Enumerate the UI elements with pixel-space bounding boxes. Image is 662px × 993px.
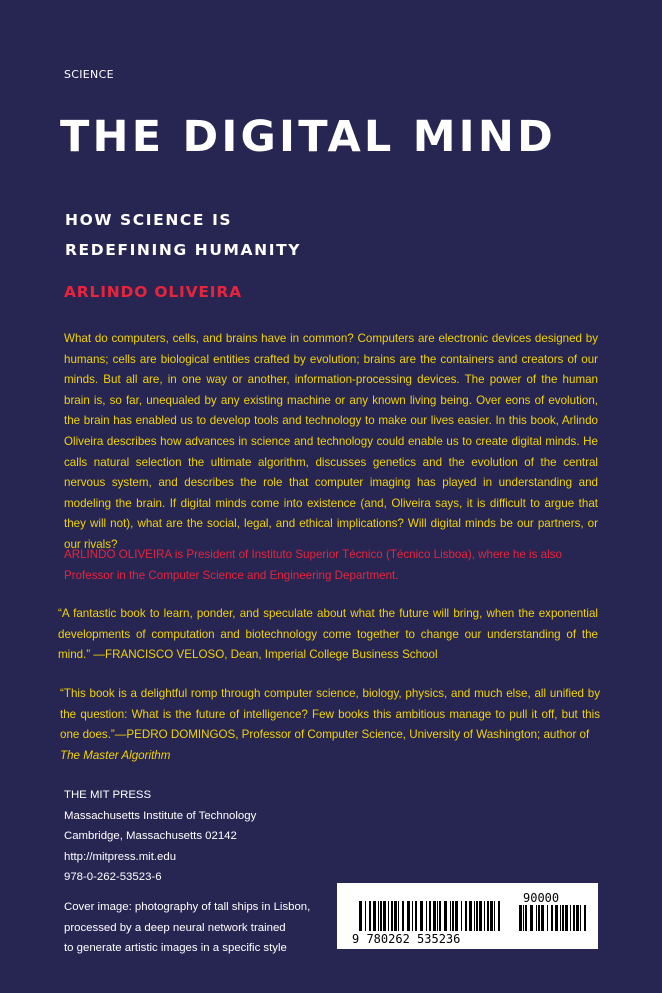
barcode-bar (383, 901, 386, 931)
barcode-bar (407, 901, 410, 931)
barcode-bar (560, 905, 561, 931)
barcode-bar (576, 905, 579, 931)
cover-image-credit (64, 897, 310, 959)
endorsement-quote-2-text: “This book is a delightful romp through computer science, biology, physics, and much else, all unified by the question: What is the future of intelligence? Few books this ambitious manage to pull it off, but this one does.”—PEDRO DOMINGOS, Professor of Computer Science, University of Washington; author of (60, 687, 600, 742)
isbn-barcode (337, 883, 598, 949)
barcode-main-bars (359, 901, 500, 931)
barcode-bar (538, 905, 540, 931)
subtitle-line-1: HOW SCIENCE IS (65, 211, 233, 229)
endorsement-book-title: The Master Algorithm (60, 748, 171, 762)
barcode-bar (551, 905, 553, 931)
barcode-bar (580, 905, 581, 931)
barcode-bar (570, 905, 571, 931)
barcode-bar (487, 901, 489, 931)
barcode-graphic (337, 883, 598, 949)
barcode-bar (525, 905, 527, 931)
author-name: ARLINDO OLIVEIRA (64, 283, 242, 301)
book-description: What do computers, cells, and brains have in common? Computers are electronic devices designed by humans; cells are biological entities crafted by evolution; brains are the containers and creators of our minds. But all are, in one way or another, information-processing devices. The power of the human brain is, so far, unequaled by any existing machine or any known living being. Over eons of evolution, the brain has enabled us to develop tools and technology to make our lives easier. In this book, Arlindo Oliveira describes how advances in science and technology could enable us to create digital minds. He calls natural selection the ultimate algorithm, discusses genetics and the evolution of the central nervous system, and describes the role that computer imaging has played in understanding and modeling the brain. If digital minds come into existence (and, Oliveira says, it is difficult to argue that they will not), what are the social, legal, and ethical implications? Will digital minds be our partners, or our rivals? (64, 332, 598, 551)
book-title: THE DIGITAL MIND (60, 112, 556, 162)
barcode-bar (369, 901, 371, 931)
barcode-digits: 9 780262 535236 (352, 932, 461, 946)
barcode-bar (380, 901, 382, 931)
isbn: 978-0-262-53523-6 (64, 871, 162, 883)
barcode-addon-digits: 90000 (523, 891, 560, 905)
barcode-bar (365, 901, 366, 931)
barcode-bar (415, 901, 417, 931)
barcode-bar (359, 901, 362, 931)
barcode-bar (573, 905, 575, 931)
barcode-bar (452, 901, 454, 931)
barcode-bar (584, 905, 586, 931)
publisher-block (64, 785, 256, 888)
barcode-bar (398, 901, 399, 931)
barcode-bar (426, 901, 427, 931)
barcode-bar (479, 901, 482, 931)
publisher-address: Cambridge, Massachusetts 02142 (64, 830, 237, 842)
barcode-bar (547, 905, 548, 931)
barcode-bar (461, 901, 462, 931)
barcode-bar (391, 901, 393, 931)
barcode-bar (555, 905, 558, 931)
barcode-bar (469, 901, 472, 931)
barcode-bar (433, 901, 436, 931)
barcode-bar (519, 905, 522, 931)
endorsement-quote-2 (60, 684, 600, 766)
barcode-bar (402, 901, 404, 931)
barcode-bar (465, 901, 467, 931)
barcode-bar (562, 905, 564, 931)
publisher-url: http://mitpress.mit.edu (64, 850, 177, 863)
barcode-bar (444, 901, 447, 931)
barcode-bar (437, 901, 438, 931)
publisher-name: THE MIT PRESS (64, 789, 152, 801)
credit-line-1: Cover image: photography of tall ships in Lisbon, (64, 901, 311, 913)
subtitle-line-2: REDEFINING HUMANITY (65, 241, 302, 259)
barcode-bar (498, 901, 500, 931)
barcode-bar (490, 901, 493, 931)
barcode-bar (530, 905, 533, 931)
barcode-bar (412, 901, 413, 931)
barcode-bar (378, 901, 379, 931)
endorsement-quote-1: “A fantastic book to learn, ponder, and speculate about what the future will bring, when the exponential developments of computation and biotechnology come together to change our understanding of the mind.” —FRANCISCO VELOSO, Dean, Imperial College Business School (58, 607, 598, 662)
author-bio: ARLINDO OLIVEIRA is President of Instituto Superior Técnico (Técnico Lisboa), where he is also Professor in the Computer Science and Engineering Department. (64, 548, 562, 582)
barcode-bar (565, 905, 568, 931)
barcode-bar (388, 901, 389, 931)
barcode-bar (474, 901, 475, 931)
credit-line-2: processed by a deep neural network trained (64, 921, 286, 934)
category-label: SCIENCE (64, 68, 114, 81)
barcode-bar (373, 901, 376, 931)
barcode-bar (439, 901, 441, 931)
barcode-bar (541, 905, 544, 931)
barcode-bar (450, 901, 451, 931)
barcode-addon-bars (519, 905, 586, 931)
barcode-bar (394, 901, 397, 931)
barcode-bar (455, 901, 458, 931)
barcode-bar (429, 901, 431, 931)
barcode-bar (484, 901, 485, 931)
barcode-bar (476, 901, 478, 931)
credit-line-3: to generate artistic images in a specific style (64, 942, 287, 954)
barcode-bar (494, 901, 495, 931)
barcode-bar (523, 905, 524, 931)
barcode-bar (420, 901, 423, 931)
publisher-institution: Massachusetts Institute of Technology (64, 809, 257, 822)
book-subtitle (65, 205, 301, 265)
barcode-bar (536, 905, 537, 931)
